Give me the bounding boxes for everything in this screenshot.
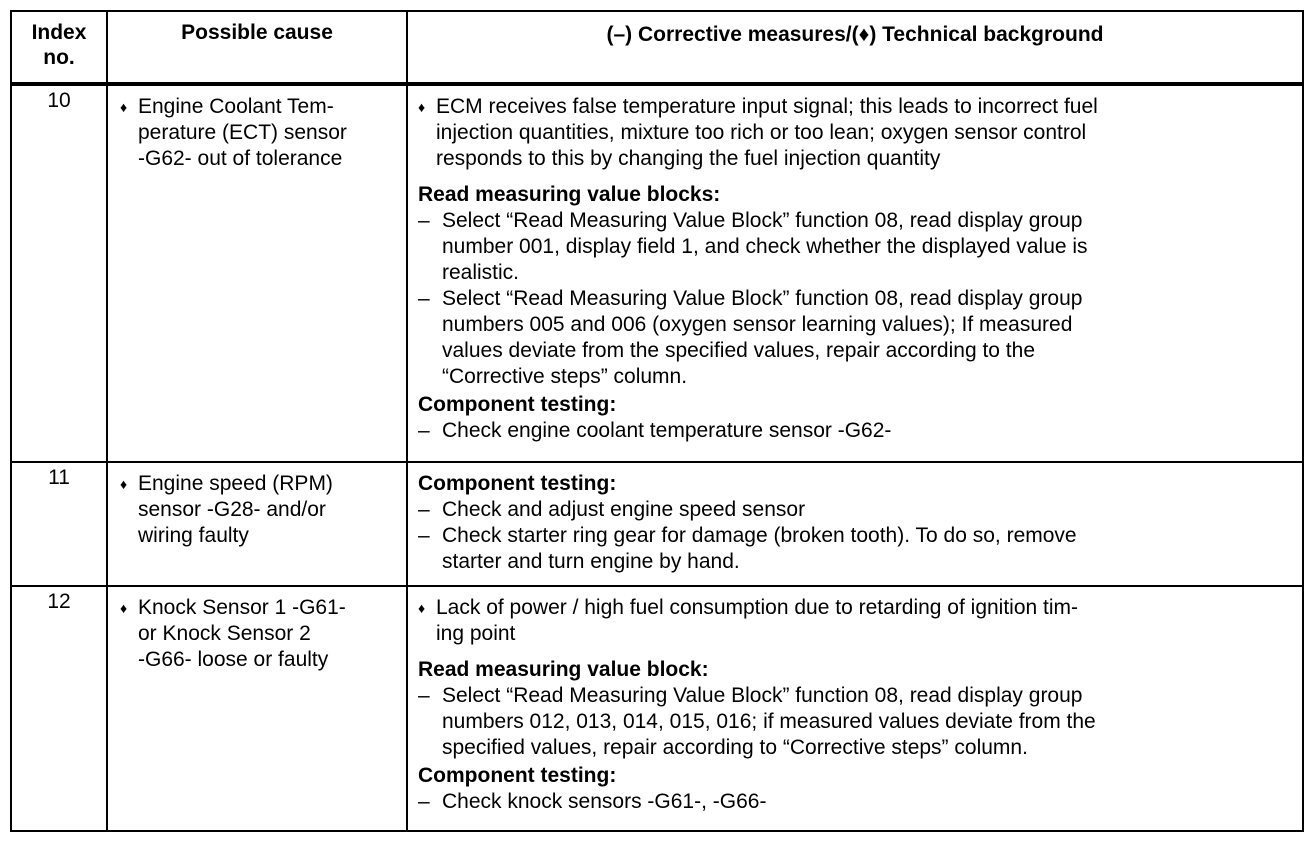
dash-bullet-icon: –: [418, 498, 430, 521]
diamond-bullet-icon: ♦: [418, 99, 426, 115]
row-index-cell: [11, 462, 107, 586]
header-possible-cause: Possible cause: [107, 11, 407, 84]
dash-bullet-icon: –: [418, 419, 430, 442]
diagnosis-table: [10, 10, 1304, 832]
list-item: – Check engine coolant temperature sensor -G62-: [418, 419, 892, 442]
cause-cell: [107, 586, 407, 831]
section-heading: Component testing:: [418, 393, 617, 416]
table-header-row: [11, 11, 1303, 84]
diamond-bullet-icon: ♦: [120, 600, 128, 616]
section-heading: Component testing:: [418, 472, 617, 495]
diamond-bullet-icon: ♦: [418, 600, 426, 616]
cause-cell: [107, 84, 407, 462]
dash-bullet-icon: –: [418, 524, 430, 547]
section-heading: Read measuring value blocks:: [418, 183, 721, 206]
dash-bullet-icon: –: [418, 790, 430, 813]
list-item: – Check knock sensors -G61-, -G66-: [418, 790, 767, 813]
section-heading: Component testing:: [418, 764, 617, 787]
technical-background-text: Lack of power / high fuel consumption due to retarding of ignition tim- ing point: [436, 596, 1079, 645]
diamond-bullet-icon: ♦: [120, 476, 128, 492]
measures-cell: [407, 586, 1303, 831]
table-row: [11, 462, 1303, 586]
table-row: [11, 84, 1303, 462]
measures-cell: [407, 84, 1303, 462]
list-item: – Select “Read Measuring Value Block” function 08, read display group numbers 005 and 006 (oxygen sensor learning values); If measured values deviate from the specified values, repair according to the “Corrective steps” column.: [418, 287, 1083, 388]
table-row: [11, 586, 1303, 831]
row-index-cell: [11, 586, 107, 831]
list-item: – Check and adjust engine speed sensor: [418, 498, 806, 521]
dash-bullet-icon: –: [418, 287, 430, 310]
dash-bullet-icon: –: [418, 209, 430, 232]
measures-cell: [407, 462, 1303, 586]
row-index: 10: [47, 89, 71, 112]
technical-background-text: ECM receives false temperature input signal; this leads to incorrect fuel injection quantities, mixture too rich or too lean; oxygen sensor control responds to this by changing the fuel injection quantity: [436, 95, 1098, 170]
header-corrective-measures: (–) Corrective measures/(♦) Technical background: [407, 11, 1303, 84]
row-index: 11: [48, 466, 70, 489]
dash-bullet-icon: –: [418, 684, 430, 707]
list-item: – Select “Read Measuring Value Block” function 08, read display group number 001, display field 1, and check whether the displayed value is realistic.: [418, 209, 1088, 284]
cause-text: Knock Sensor 1 -G61- or Knock Sensor 2 -G66- loose or faulty: [138, 596, 346, 671]
row-index-cell: [11, 84, 107, 462]
list-item: – Select “Read Measuring Value Block” function 08, read display group numbers 012, 013, 014, 015, 016; if measured values deviate from the specified values, repair according to “Corrective steps” column.: [418, 684, 1096, 759]
row-index: 12: [47, 590, 71, 613]
list-item: – Check starter ring gear for damage (broken tooth). To do so, remove starter and turn engine by hand.: [418, 524, 1077, 573]
diamond-bullet-icon: ♦: [120, 99, 128, 115]
document-page: [10, 10, 1300, 840]
header-index: Index no.: [11, 11, 107, 84]
section-heading: Read measuring value block:: [418, 658, 709, 681]
cause-text: Engine speed (RPM) sensor -G28- and/or wiring faulty: [138, 472, 333, 547]
cause-cell: [107, 462, 407, 586]
cause-text: Engine Coolant Tem- perature (ECT) sensor -G62- out of tolerance: [138, 95, 347, 170]
